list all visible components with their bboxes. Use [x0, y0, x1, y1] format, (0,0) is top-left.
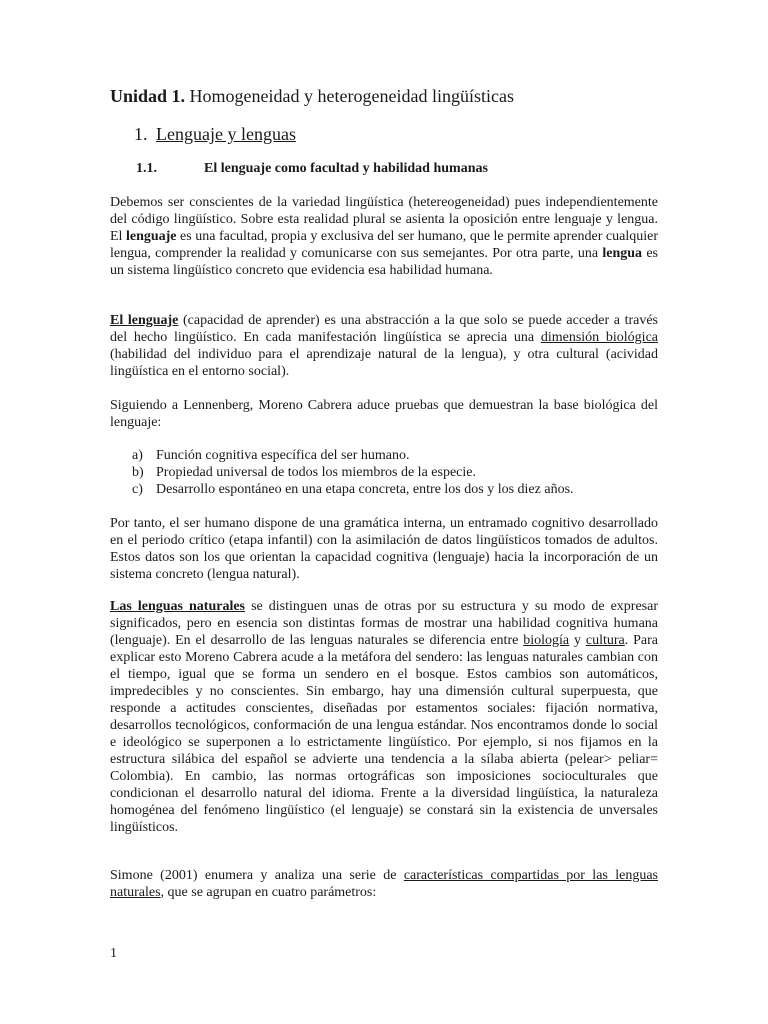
- term-cultura: cultura: [585, 633, 625, 648]
- term-lengua: lengua: [602, 246, 643, 261]
- term-lenguas-naturales: Las lenguas naturales: [110, 599, 246, 614]
- paragraph-simone: [110, 867, 658, 901]
- p4-text: Por tanto, el ser humano dispone de una gramática interna, un entramado cognitivo desarrollado en el periodo crítico (etapa infantil) con la asimilación de datos lingüísticos tomados de adultos. Estos datos son los que orientan la capacidad cognitiva (lenguaje) hacia la incorporación de un sistema concreto (lengua natural).: [110, 516, 658, 582]
- list-marker: a): [132, 448, 143, 463]
- paragraph-lenguaje-lengua: [110, 194, 658, 279]
- page-number: 1: [110, 946, 117, 961]
- p2-text-d: (habilidad del individuo para el aprendizaje natural de la lengua), y otra cultural (acividad lingüística en el entorno social).: [110, 347, 658, 379]
- list-item: [132, 464, 574, 481]
- unit-heading: [110, 86, 514, 107]
- p1-text-a: Debemos ser conscientes de la variedad lingüística (hetereogeneidad) pues independientemente del código lingüístico. Sobre esta realidad plural se asienta la oposición entre lenguaje y lengua. El: [110, 195, 658, 244]
- list-item-text: Función cognitiva específica del ser humano.: [156, 448, 410, 463]
- p2-text-b: (capacidad de aprender) es una abstracción a la que solo se puede acceder a través del hecho lingüístico. En cada manifestación lingüística se aprecia una: [110, 313, 659, 345]
- list-marker: b): [132, 465, 144, 480]
- list-item: [132, 481, 574, 498]
- section-number: 1.: [134, 124, 148, 144]
- p5-text-f: . Para explicar esto Moreno Cabrera acude a la metáfora del sendero: las lenguas naturales cambian con el tiempo, igual que se forma un sendero en el bosque. Estos cambios son automáticos, impredecibles y no conscientes. Sin embargo, hay una dimensión cultural superpuesta, que responde a actitudes conscientes, diseñadas por estamentos sociales: fijación normativa, desarrollos tecnológicos, conformación de una lengua estándar. Nos encontramos donde lo social e ideológico se superponen a lo estrictamente lingüístico. Por ejemplo, si nos fijamos en la estructura silábica del español se advierte una tendencia a la sílaba abierta (pelear> peliar= Colombia). En cambio, las normas ortográficas son imposiciones socioculturales que condicionan el desarrollo natural del idioma. Frente a la diversidad lingüística, la naturaleza homogénea del fenómeno lingüístico (el lenguaje) se constará sin la existencia de unversales lingüísticos.: [110, 633, 659, 835]
- list-item: [132, 447, 574, 464]
- unit-label: Unidad 1.: [110, 86, 186, 106]
- p5-text-d: y: [569, 633, 586, 648]
- list-item-text: Desarrollo espontáneo en una etapa concreta, entre los dos y los diez años.: [156, 482, 574, 497]
- list-marker: c): [132, 482, 143, 497]
- subsection-heading: [136, 161, 488, 177]
- term-biologia: biología: [523, 633, 570, 648]
- unit-title: Homogeneidad y heterogeneidad lingüísticas: [185, 86, 514, 106]
- p1-text-c: es una facultad, propia y exclusiva del ser humano, que le permite aprender cualquier lengua, comprender la realidad y comunicarse con sus semejantes. Por otra parte, una: [110, 229, 658, 261]
- paragraph-gramatica-interna: [110, 515, 658, 583]
- evidence-list: [132, 447, 574, 498]
- paragraph-lennenberg: [110, 397, 658, 431]
- p5-text-b: se distinguen unas de otras por su estructura y su modo de expresar significados, pero en esencia son distintas formas de mostrar una habilidad cognitiva humana (lenguaje). En el desarrollo de las lenguas naturales se diferencia entre: [110, 599, 658, 648]
- paragraph-lenguas-naturales: [110, 598, 658, 836]
- term-el-lenguaje: El lenguaje: [110, 313, 179, 328]
- p1-text-e: es un sistema lingüístico concreto que evidencia esa habilidad humana.: [110, 246, 659, 278]
- term-dimension-biologica: dimensión biológica: [540, 330, 658, 345]
- section-heading: [134, 124, 296, 145]
- term-caracteristicas-compartidas: características compartidas por las lenguas naturales: [110, 868, 658, 900]
- p6-text-c: , que se agrupan en cuatro parámetros:: [160, 885, 377, 900]
- p6-text-a: Simone (2001) enumera y analiza una serie de: [110, 868, 404, 883]
- p3-text: Siguiendo a Lennenberg, Moreno Cabrera aduce pruebas que demuestran la base biológica del lenguaje:: [110, 398, 658, 430]
- section-title: Lenguaje y lenguas: [156, 124, 296, 144]
- subsection-title: El lenguaje como facultad y habilidad humanas: [204, 161, 488, 176]
- term-lenguaje: lenguaje: [125, 229, 177, 244]
- subsection-number: 1.1.: [136, 161, 157, 176]
- list-item-text: Propiedad universal de todos los miembros de la especie.: [156, 465, 476, 480]
- paragraph-el-lenguaje: [110, 312, 658, 380]
